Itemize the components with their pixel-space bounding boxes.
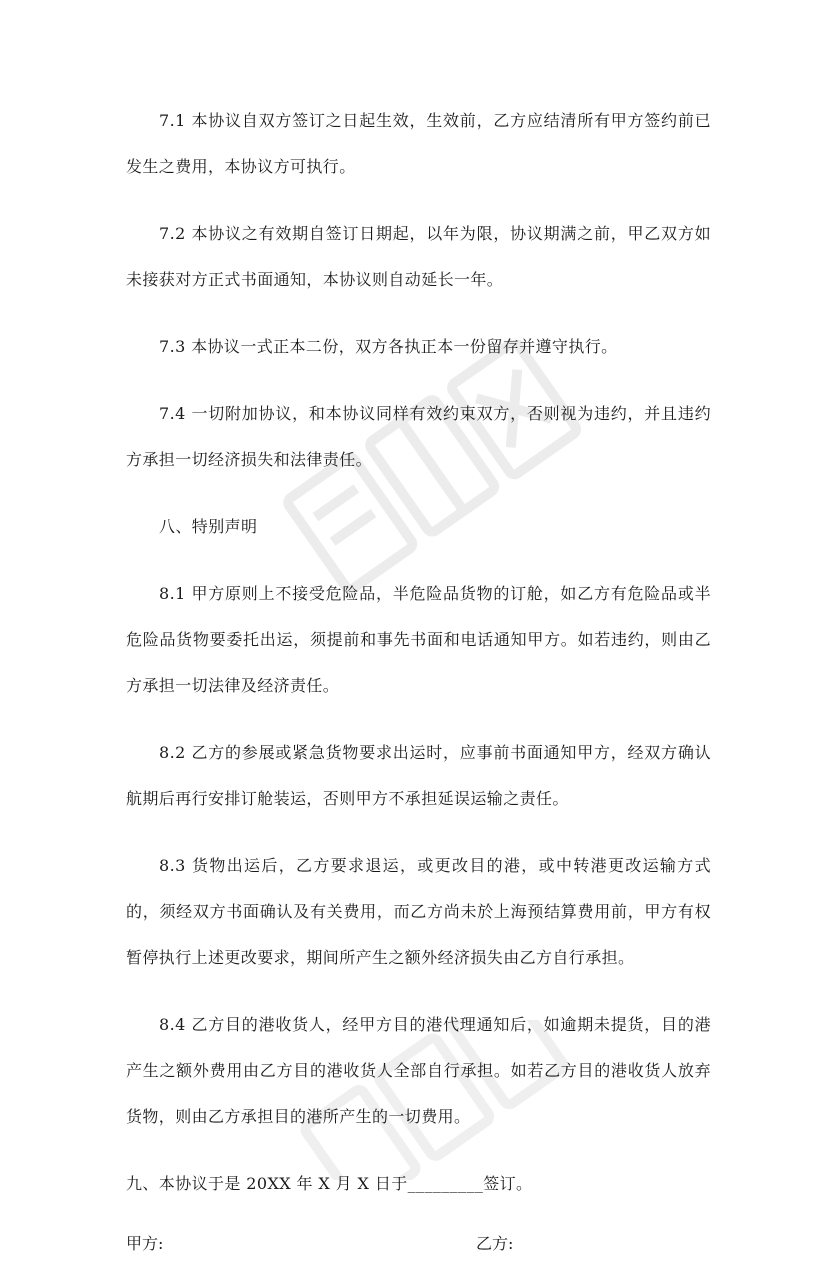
signature-row: [126, 1224, 711, 1264]
clause-7-3: 7.3 本协议一式正本二份，双方各执正本一份留存并遵守执行。: [159, 337, 618, 356]
clause-7-1: 7.1 本协议自双方签订之日起生效，生效前，乙方应结清所有甲方签约前已发生之费用，本协议方可执行。: [126, 111, 711, 176]
party-a-signature-label: 甲方:: [126, 1234, 164, 1253]
clause-8-1: 8.1 甲方原则上不接受危险品，半危险品货物的订舱，如乙方有危险品或半危险品货物要委托出运，须提前和事先书面和电话通知甲方。如若违约，则由乙方承担一切法律及经济责任。: [126, 584, 711, 695]
clause-9-signing-date: 九、本协议于是 20XX 年 X 月 X 日于_________签订。: [126, 1174, 533, 1193]
document-body: [126, 98, 711, 1264]
clause-8-3: 8.3 货物出运后，乙方要求退运，或更改目的港，或中转港更改运输方式的，须经双方书面确认及有关费用，而乙方尚未於上海预结算费用前，甲方有权暂停执行上述更改要求，期间所产生之额外经济损失由乙方自行承担。: [126, 856, 711, 967]
party-b-signature-label: 乙方:: [476, 1234, 514, 1253]
clause-7-4: 7.4 一切附加协议，和本协议同样有效约束双方，否则视为违约，并且违约方承担一切经济损失和法律责任。: [126, 404, 711, 469]
clause-8-4: 8.4 乙方目的港收货人，经甲方目的港代理通知后，如逾期未提货，目的港产生之额外费用由乙方目的港收货人全部自行承担。如若乙方目的港收货人放弃货物，则由乙方承担目的港所产生的一切费用。: [126, 1015, 711, 1126]
clause-8-2: 8.2 乙方的参展或紧急货物要求出运时，应事前书面通知甲方，经双方确认航期后再行安排订舱装运，否则甲方不承担延误运输之责任。: [126, 743, 711, 808]
clause-7-2: 7.2 本协议之有效期自签订日期起，以年为限，协议期满之前，甲乙双方如未接获对方正式书面通知，本协议则自动延长一年。: [126, 224, 711, 289]
section-heading-8: 八、特别声明: [159, 517, 258, 536]
